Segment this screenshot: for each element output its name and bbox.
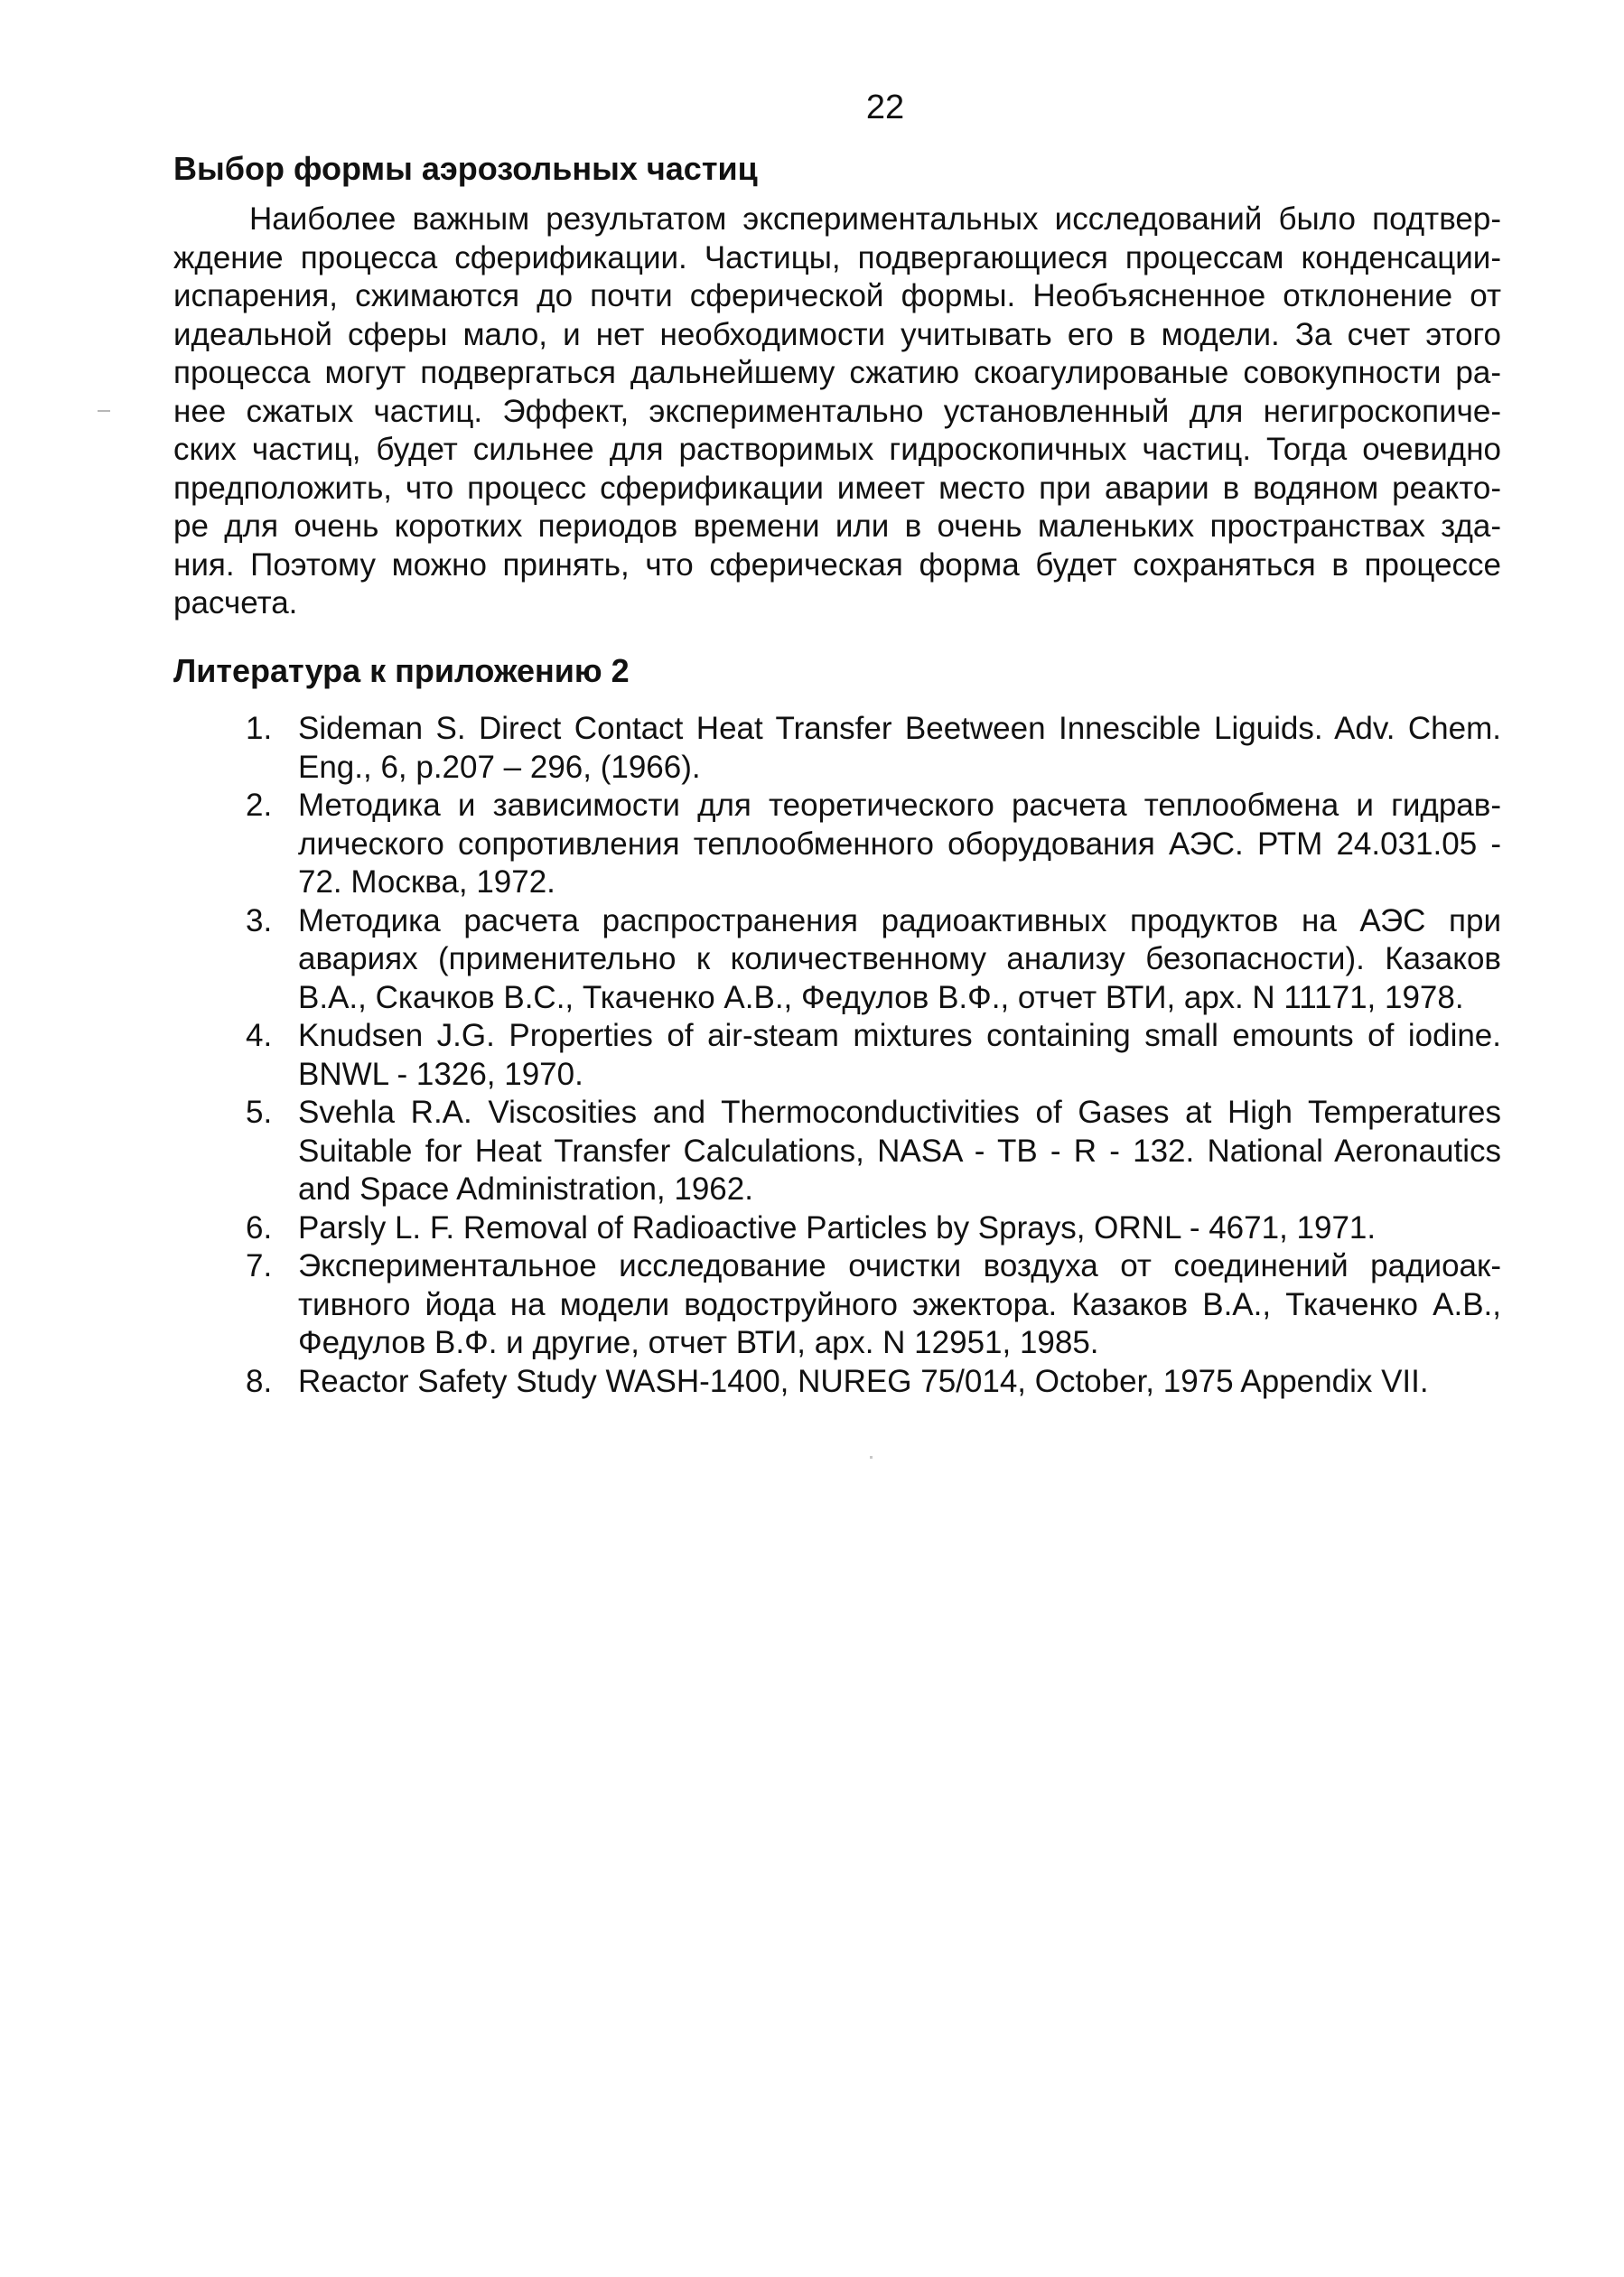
reference-number: 6.	[246, 1209, 273, 1246]
reference-item	[173, 902, 1501, 1018]
paragraph-line: процесса могут подвергаться дальнейшему сжатию скоагулированые совокупности ра-	[173, 355, 1501, 390]
reference-line: В.А., Скачков В.С., Ткаченко А.В., Федулов В.Ф., отчет ВТИ, арх. N 11171, 1978.	[298, 979, 1464, 1015]
paragraph-line: испарения, сжимаются до почти сферической формы. Необъясненное отклонение от	[173, 278, 1501, 313]
reference-item	[173, 1247, 1501, 1363]
scan-speck	[870, 1456, 873, 1459]
reference-line: Knudsen J.G. Properties of air-steam mixtures containing small emounts of iodine.	[298, 1018, 1501, 1053]
reference-line: Sideman S. Direct Contact Heat Transfer Beetween Innescible Liguids. Adv. Chem.	[298, 711, 1501, 746]
reference-number: 7.	[246, 1248, 273, 1283]
paragraph-line: предположить, что процесс сферификации имеет место при аварии в водяном реакто-	[173, 470, 1501, 506]
page-number: 22	[865, 89, 905, 126]
section-title: Выбор формы аэрозольных частиц	[173, 150, 758, 187]
paragraph-line: идеальной сферы мало, и нет необходимости учитывать его в модели. За счет этого	[173, 316, 1501, 352]
scan-margin-mark	[98, 410, 110, 412]
reference-line: Методика расчета распространения радиоактивных продуктов на АЭС при	[298, 902, 1501, 938]
reference-line: авариях (применительно к количественному анализу безопасности). Казаков	[298, 941, 1501, 976]
paragraph-line: Наиболее важным результатом экспериментальных исследований было подтвер-	[249, 201, 1501, 237]
paragraph-line: ния. Поэтому можно принять, что сферическая форма будет сохраняться в процессе	[173, 546, 1501, 583]
paragraph-line: расчета.	[173, 585, 298, 621]
paragraph-line: ре для очень коротких периодов времени или в очень маленьких пространствах зда-	[173, 509, 1501, 544]
reference-line: Методика и зависимости для теоретического расчета теплообмена и гидрав-	[298, 788, 1501, 823]
reference-line: Parsly L. F. Removal of Radioactive Particles by Sprays, ORNL - 4671, 1971.	[298, 1209, 1377, 1246]
references-title: Литература к приложению 2	[173, 652, 630, 689]
reference-line: Экспериментальное исследование очистки воздуха от соединений радиоак-	[298, 1248, 1501, 1283]
reference-number: 4.	[246, 1018, 273, 1053]
paragraph-line: ждение процесса сферификации. Частицы, подвергающиеся процессам конденсации-	[173, 239, 1501, 275]
reference-line: лического сопротивления теплообменного оборудования АЭС. РТМ 24.031.05 -	[298, 826, 1501, 862]
reference-line: Suitable for Heat Transfer Calculations, NASA - TB - R - 132. National Aeronautics	[298, 1133, 1501, 1169]
reference-line: тивного йода на модели водоструйного эжектора. Казаков В.А., Ткаченко А.В.,	[298, 1286, 1501, 1322]
reference-list	[173, 710, 1501, 1401]
reference-line: Reactor Safety Study WASH-1400, NUREG 75/014, October, 1975 Appendix VII.	[298, 1363, 1429, 1399]
reference-line: Eng., 6, p.207 – 296, (1966).	[298, 749, 701, 785]
reference-item	[173, 1209, 1501, 1248]
reference-item	[173, 1094, 1501, 1209]
paragraph-line: нее сжатых частиц. Эффект, экспериментально установленный для негигроскопиче-	[173, 393, 1501, 429]
reference-number: 3.	[246, 902, 273, 938]
reference-line: 72. Москва, 1972.	[298, 864, 555, 900]
reference-item	[173, 787, 1501, 902]
paragraph-line: ских частиц, будет сильнее для растворимых гидроскопичных частиц. Тогда очевидно	[173, 432, 1501, 467]
reference-number: 2.	[246, 788, 273, 823]
reference-number: 5.	[246, 1095, 273, 1130]
reference-item	[173, 1363, 1501, 1402]
reference-item	[173, 710, 1501, 787]
reference-line: BNWL - 1326, 1970.	[298, 1056, 583, 1092]
reference-number: 8.	[246, 1363, 273, 1399]
reference-item	[173, 1017, 1501, 1094]
reference-line: and Space Administration, 1962.	[298, 1171, 753, 1207]
reference-line: Федулов В.Ф. и другие, отчет ВТИ, арх. N 12951, 1985.	[298, 1325, 1099, 1360]
reference-number: 1.	[246, 711, 273, 746]
reference-line: Svehla R.A. Viscosities and Thermoconductivities of Gases at High Temperatures	[298, 1095, 1501, 1130]
body-paragraph	[173, 201, 1501, 623]
